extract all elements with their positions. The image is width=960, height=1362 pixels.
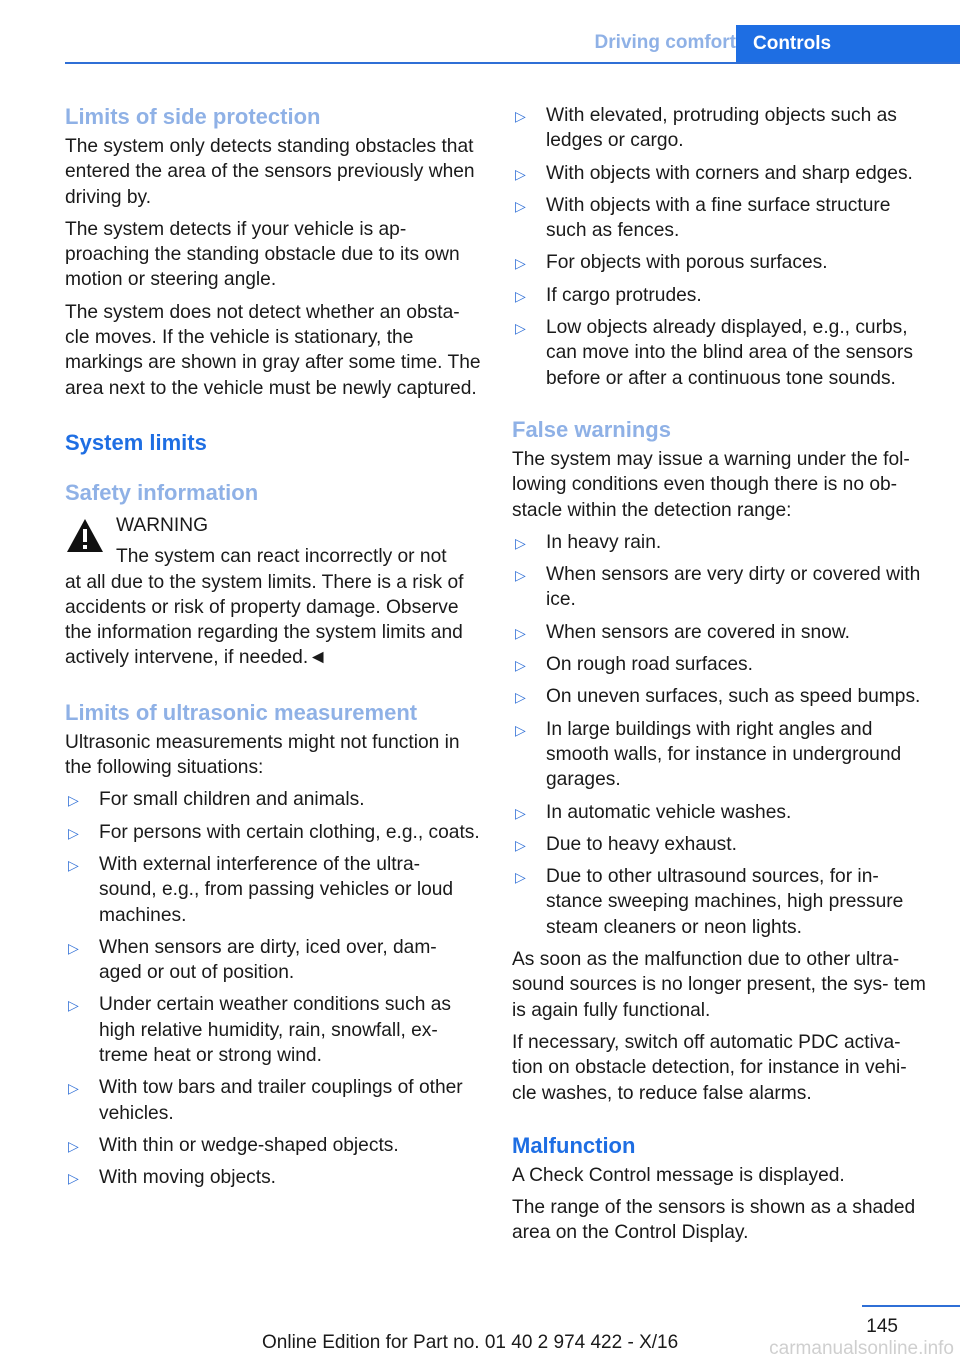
footer-edition: Online Edition for Part no. 01 40 2 974 422 - X/16: [262, 1332, 679, 1353]
paragraph: Ultrasonic measurements might not function in the following situations:: [65, 731, 460, 779]
right-column: [512, 103, 932, 1253]
warning-text-rest: at all due to the system limits. There is a risk of accidents or risk of property damage. Observe the information regarding the system limits and actively intervene, if needed.◄: [65, 571, 464, 669]
list-item: ▷ With moving objects.: [65, 1165, 481, 1190]
triangle-right-icon: ▷: [515, 804, 526, 821]
triangle-right-icon: ▷: [515, 869, 526, 886]
triangle-right-icon: ▷: [68, 1137, 79, 1154]
page-header: [65, 25, 960, 64]
list-item: ▷ For persons with certain clothing, e.g., coats.: [65, 820, 481, 845]
page-number: 145: [866, 1316, 898, 1337]
triangle-right-icon: ▷: [68, 856, 79, 873]
list-item: ▷ In automatic vehicle washes.: [512, 800, 932, 825]
paragraph: A Check Control message is displayed.: [512, 1164, 845, 1186]
list-item: ▷ If cargo protrudes.: [512, 283, 932, 308]
list-item: ▷ With tow bars and trailer couplings of other vehicles.: [68, 1077, 463, 1124]
warning-block: [65, 513, 481, 671]
triangle-right-icon: ▷: [515, 108, 526, 124]
warning-title: WARNING: [116, 514, 209, 536]
heading-safety-information: Safety information: [65, 479, 259, 505]
triangle-right-icon: ▷: [515, 567, 526, 584]
paragraph: The system detects if your vehicle is ap‐ proaching the standing obstacle due to its own motion or steering angle.: [65, 218, 460, 291]
triangle-right-icon: ▷: [68, 939, 79, 956]
warning-triangle-icon: [65, 517, 105, 555]
list-item: ▷ With external interference of the ultra‐ sound, e.g., from passing vehicles or loud machines.: [68, 853, 454, 926]
triangle-right-icon: ▷: [68, 1170, 79, 1187]
warning-text-line: The system can react incorrectly or not: [116, 546, 447, 568]
paragraph: As soon as the malfunction due to other ultra‐ sound sources is no longer present, the sys‐ tem is again fully functional.: [512, 949, 926, 1021]
list-item: ▷ Due to heavy exhaust.: [512, 832, 932, 857]
bullet-list: [512, 103, 932, 391]
triangle-right-icon: ▷: [515, 165, 526, 182]
paragraph: The system does not detect whether an obsta‐ cle moves. If the vehicle is stationary, the markings are shown in gray after some time. The area next to the vehicle must be newly captured.: [65, 301, 481, 399]
triangle-right-icon: ▷: [515, 197, 526, 214]
triangle-right-icon: ▷: [515, 657, 526, 674]
header-chapter-tab: Controls: [736, 25, 960, 62]
triangle-right-icon: ▷: [515, 287, 526, 304]
triangle-right-icon: ▷: [515, 836, 526, 853]
list-item: ▷ When sensors are covered in snow.: [512, 620, 932, 645]
warning-text: [65, 544, 481, 670]
list-item: ▷ When sensors are very dirty or covered with ice.: [515, 564, 921, 611]
list-item: ▷ With elevated, protruding objects such as ledges or cargo.: [515, 105, 897, 152]
triangle-right-icon: ▷: [68, 824, 79, 841]
heading-malfunction: Malfunction: [512, 1132, 636, 1158]
triangle-right-icon: ▷: [68, 792, 79, 809]
list-item: ▷ In heavy rain.: [512, 530, 932, 555]
paragraph: If necessary, switch off automatic PDC activa‐ tion on obstacle detection, for instance in vehi‐ cle washes, to reduce false alarms.: [512, 1031, 907, 1104]
triangle-right-icon: ▷: [515, 534, 526, 551]
list-item: ▷ Low objects already displayed, e.g., curbs, can move into the blind area of the sensors before or after a continuous tone sounds.: [515, 317, 913, 389]
triangle-right-icon: ▷: [515, 320, 526, 337]
footer-rule: [862, 1305, 960, 1307]
heading-ultrasonic-limits: Limits of ultrasonic measurement: [65, 699, 418, 725]
heading-side-protection: Limits of side protection: [65, 104, 321, 129]
heading-system-limits: System limits: [65, 429, 207, 455]
list-item: ▷ With objects with a fine surface structure such as fences.: [515, 194, 891, 242]
triangle-right-icon: ▷: [515, 721, 526, 738]
bullet-list: [65, 787, 481, 1190]
triangle-right-icon: ▷: [515, 689, 526, 706]
paragraph: The range of the sensors is shown as a shaded area on the Control Display.: [512, 1197, 916, 1244]
list-item: ▷ In large buildings with right angles and smooth walls, for instance in underground garages.: [515, 718, 902, 791]
list-item: ▷ On uneven surfaces, such as speed bumps.: [512, 684, 932, 709]
list-item: ▷ With thin or wedge-shaped objects.: [65, 1133, 481, 1158]
triangle-right-icon: ▷: [68, 1080, 79, 1097]
paragraph: The system only detects standing obstacles that entered the area of the sensors previously when driving by.: [65, 136, 475, 208]
bullet-list: [512, 530, 932, 940]
list-item: ▷ With objects with corners and sharp edges.: [512, 161, 932, 186]
triangle-right-icon: ▷: [515, 255, 526, 272]
list-item: ▷ On rough road surfaces.: [512, 652, 932, 677]
list-item: ▷ Due to other ultrasound sources, for in‐ stance sweeping machines, high pressure steam cleaners or neon lights.: [515, 866, 904, 938]
header-section-label: Driving comfort: [594, 32, 736, 53]
list-item: ▷ Under certain weather conditions such as high relative humidity, rain, snowfall, ex‐ treme heat or strong wind.: [68, 994, 451, 1067]
triangle-right-icon: ▷: [515, 624, 526, 641]
left-column: [65, 103, 481, 1198]
heading-false-warnings: False warnings: [512, 416, 671, 442]
list-item: ▷ For small children and animals.: [65, 787, 481, 812]
list-item: ▷ When sensors are dirty, iced over, dam‐ aged or out of position.: [68, 936, 437, 984]
watermark: carmanualsonline.info: [769, 1338, 954, 1359]
triangle-right-icon: ▷: [68, 997, 79, 1014]
list-item: ▷ For objects with porous surfaces.: [512, 250, 932, 275]
paragraph: The system may issue a warning under the fol‐ lowing conditions even though there is no ob‐ stacle within the detection range:: [512, 448, 910, 521]
